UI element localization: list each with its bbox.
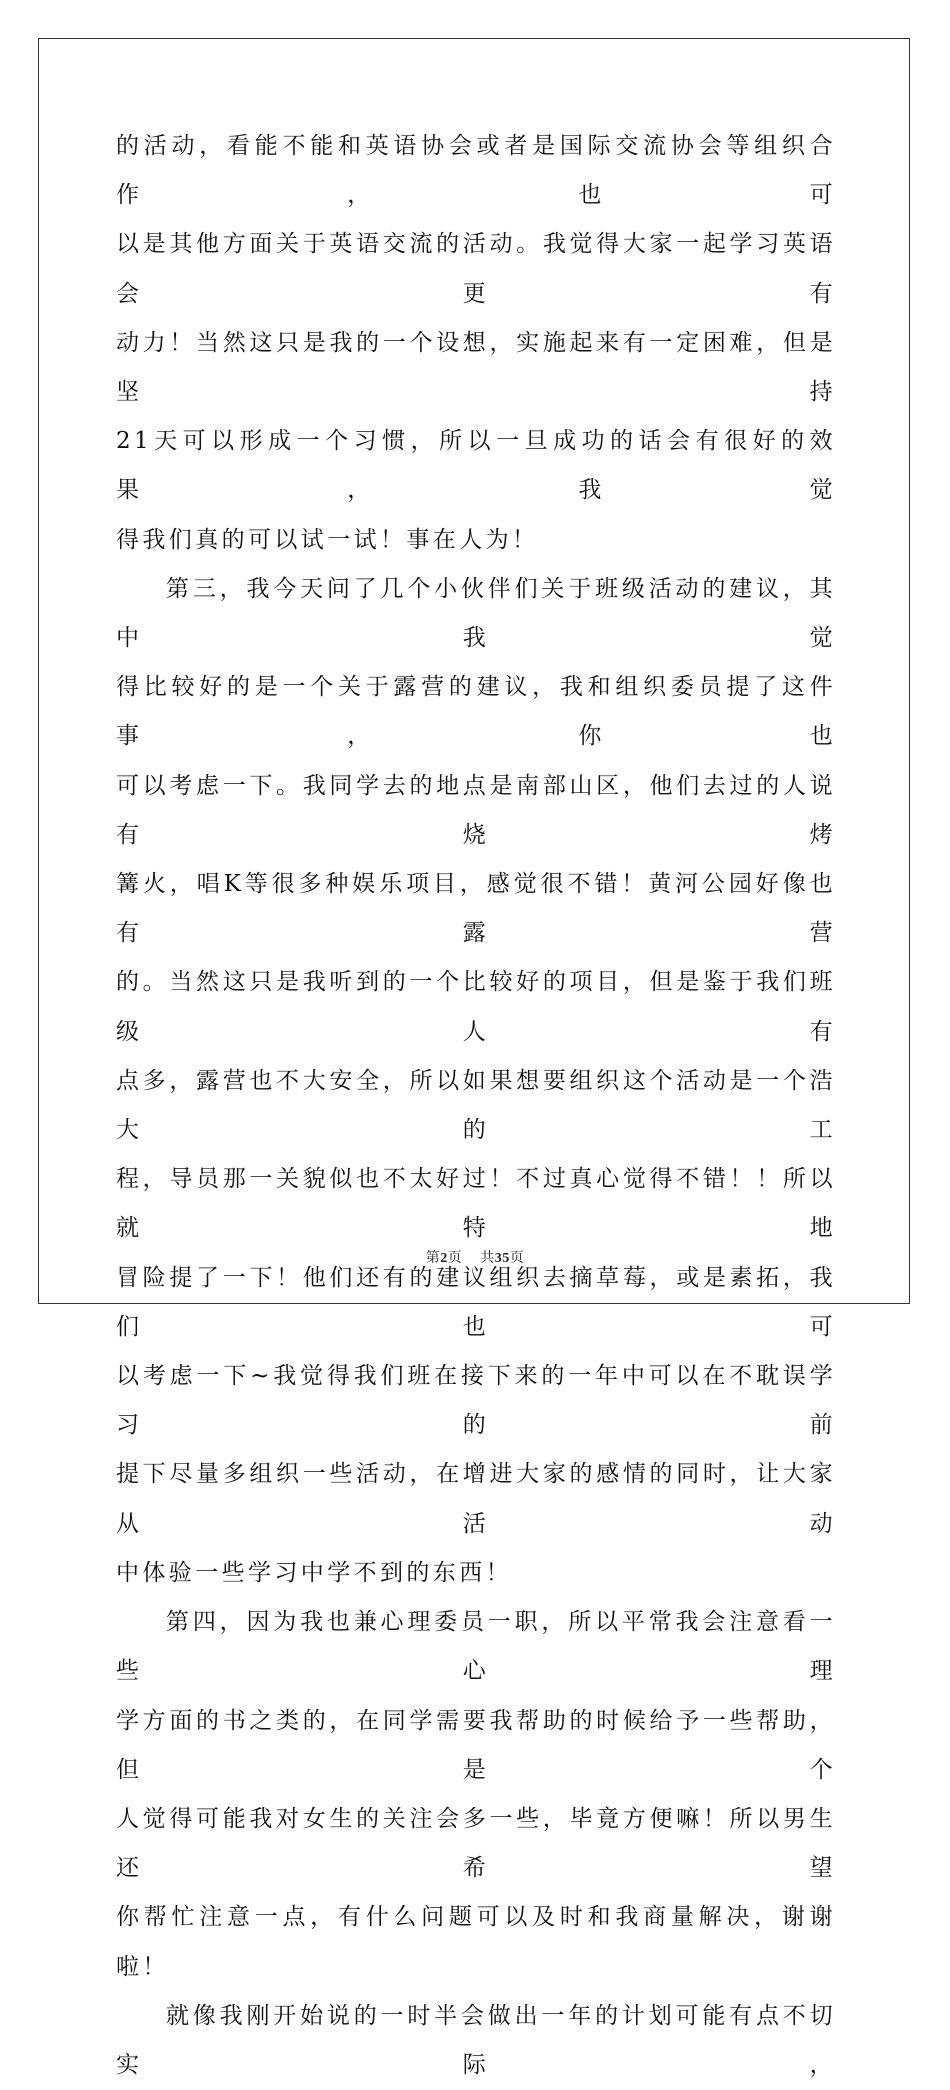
page-footer bbox=[0, 1247, 950, 1267]
document-body bbox=[116, 122, 836, 2090]
total-suffix: 页 bbox=[509, 1250, 525, 1266]
page-total: 35 bbox=[494, 1251, 510, 1266]
text-line: 提下尽量多组织一些活动，在增进大家的感情的同时，让大家从活动 bbox=[116, 1461, 836, 1537]
text-line: 人觉得可能我对女生的关注会多一些，毕竟方便嘛！所以男生还希望 bbox=[116, 1805, 836, 1882]
text-line: 可以考虑一下。我同学去的地点是南部山区，他们去过的人说有烧烤 bbox=[116, 772, 836, 848]
total-prefix: 共 bbox=[480, 1250, 495, 1266]
page-suffix: 页 bbox=[447, 1250, 463, 1266]
text-line: 中体验一些学习中学不到的东西！ bbox=[116, 1559, 512, 1586]
text-line: 的。当然这只是我听到的一个比较好的项目，但是鉴于我们班级人有 bbox=[116, 969, 836, 1045]
page-prefix: 第 bbox=[425, 1250, 441, 1266]
text-line: 以是其他方面关于英语交流的活动。我觉得大家一起学习英语会更有 bbox=[116, 231, 836, 307]
text-line: 点多，露营也不大安全，所以如果想要组织这个活动是一个浩大的工 bbox=[116, 1067, 836, 1144]
text-line: 学方面的书之类的，在同学需要我帮助的时候给予一些帮助，但是个 bbox=[116, 1707, 836, 1783]
text-line: 第三，我今天问了几个小伙伴们关于班级活动的建议，其中我觉 bbox=[116, 575, 836, 652]
text-line: 冒险提了一下！他们还有的建议组织去摘草莓，或是素拓，我们也可 bbox=[116, 1264, 836, 1340]
text-line: 动力！当然这只是我的一个设想，实施起来有一定困难，但是坚持 bbox=[116, 329, 836, 406]
text-line: 得我们真的可以试一试！事在人为！ bbox=[116, 526, 539, 553]
text-line: 21天可以形成一个习惯，所以一旦成功的话会有很好的效果，我觉 bbox=[116, 428, 836, 504]
text-line: 得比较好的是一个关于露营的建议，我和组织委员提了这件事，你也 bbox=[116, 674, 836, 750]
text-line: 篝火，唱K等很多种娱乐项目，感觉很不错！黄河公园好像也有露营 bbox=[116, 871, 836, 947]
text-line: 你帮忙注意一点，有什么问题可以及时和我商量解决，谢谢啦！ bbox=[116, 1904, 836, 1980]
text-line: 以考虑一下~我觉得我们班在接下来的一年中可以在不耽误学习的前 bbox=[116, 1363, 836, 1439]
text-line: 程，导员那一关貌似也不太好过！不过真心觉得不错！！所以就特地 bbox=[116, 1166, 836, 1242]
page-current: 2 bbox=[440, 1251, 448, 1266]
text-line: 第四，因为我也兼心理委员一职，所以平常我会注意看一些心理 bbox=[116, 1609, 836, 1685]
text-line: 的活动，看能不能和英语协会或者是国际交流协会等组织合作，也可 bbox=[116, 133, 836, 209]
text-line: 就像我刚开始说的一时半会做出一年的计划可能有点不切实际， bbox=[116, 2002, 836, 2078]
